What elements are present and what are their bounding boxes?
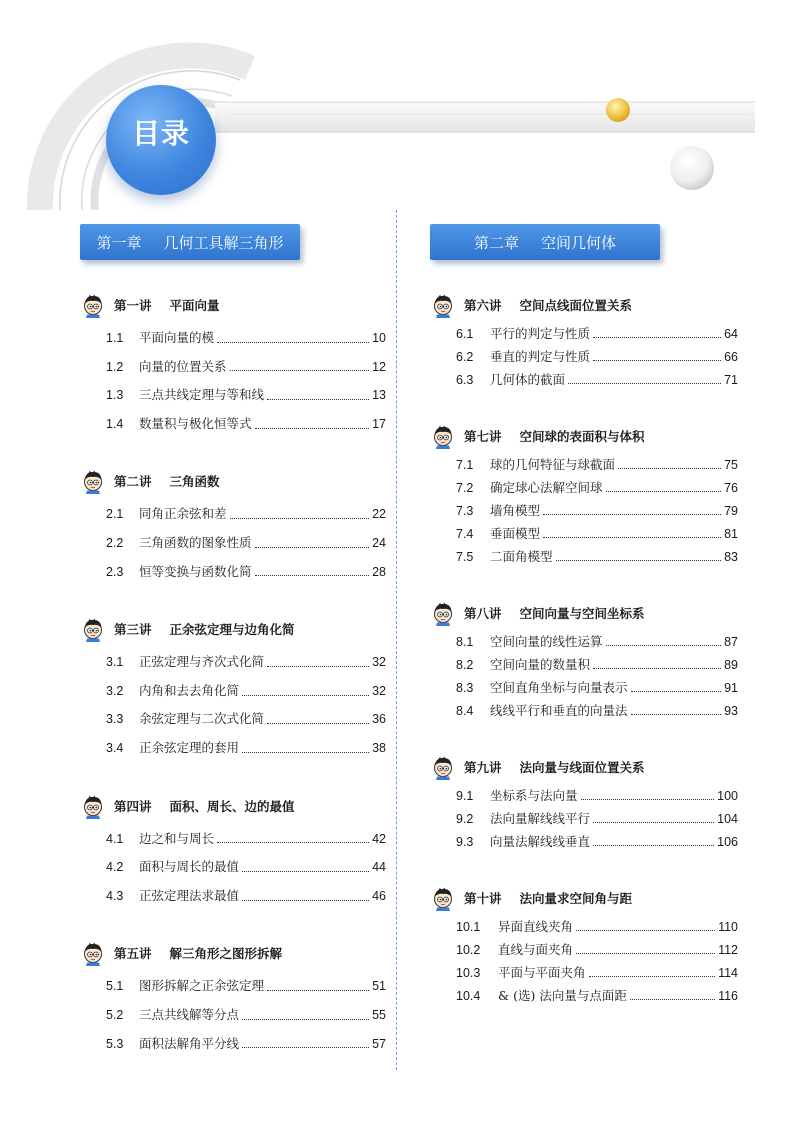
entry-title: 余弦定理与二次式化简 <box>139 711 265 727</box>
dot-leader <box>255 575 370 576</box>
entry-number: 5.1 <box>106 979 124 994</box>
lecture-name: 空间点线面位置关系 <box>519 298 633 313</box>
dot-leader <box>242 871 369 872</box>
entry-title: 空间向量的数量积 <box>490 657 591 672</box>
lecture-number: 第二讲 <box>114 474 152 490</box>
lecture-list <box>80 292 386 1058</box>
toc-header <box>0 0 794 210</box>
dot-leader <box>242 1047 369 1048</box>
lecture-number: 第七讲 <box>464 429 502 444</box>
entry-title: 数量积与极化恒等式 <box>139 415 252 431</box>
entry-number: 4.3 <box>106 888 124 903</box>
entry-number: 9.3 <box>456 835 474 849</box>
entry-title: 正弦定理法求最值 <box>139 887 240 903</box>
toc-entry[interactable] <box>80 558 386 587</box>
dot-leader <box>267 666 369 667</box>
entry-title: 垂面模型 <box>490 526 541 541</box>
entry-number: 5.2 <box>106 1007 124 1022</box>
entry-page-number: 83 <box>724 550 738 564</box>
entry-number: 7.5 <box>456 550 474 564</box>
entry-number: 1.4 <box>106 416 124 431</box>
student-mascot-icon <box>430 885 456 911</box>
dot-leader <box>618 468 721 469</box>
entry-number: 9.1 <box>456 789 474 803</box>
entry-page-number: 17 <box>372 416 386 431</box>
entry-number: 8.1 <box>456 635 474 649</box>
entry-title: 向量的位置关系 <box>139 358 227 374</box>
entry-page-number: 66 <box>724 350 738 364</box>
lecture-list <box>430 292 738 1007</box>
entry-number: 3.3 <box>106 712 124 727</box>
entry-number: 10.2 <box>456 943 481 957</box>
toc-entry[interactable] <box>80 882 386 911</box>
lecture-name: 解三角形之图形拆解 <box>169 946 283 962</box>
toc-entry[interactable] <box>430 915 738 938</box>
lecture-number: 第四讲 <box>114 798 152 814</box>
dot-leader <box>242 695 369 696</box>
dot-leader <box>606 491 722 492</box>
entry-title: 墙角模型 <box>490 503 541 518</box>
dot-leader <box>593 845 714 846</box>
chapter-banner[interactable] <box>430 224 660 260</box>
toc-entry[interactable] <box>430 807 738 830</box>
entry-title: 坐标系与法向量 <box>490 788 578 803</box>
toc-entry[interactable] <box>80 529 386 558</box>
entry-page-number: 13 <box>372 388 386 403</box>
entry-title: 正余弦定理的套用 <box>139 739 240 755</box>
student-mascot-icon <box>80 616 106 642</box>
entry-page-number: 44 <box>372 860 386 875</box>
entry-page-number: 55 <box>372 1007 386 1022</box>
entry-number: 9.2 <box>456 812 474 826</box>
toc-entry[interactable] <box>430 784 738 807</box>
toc-entry[interactable] <box>430 545 738 568</box>
entry-page-number: 32 <box>372 683 386 698</box>
dot-leader <box>593 822 714 823</box>
entry-page-number: 36 <box>372 712 386 727</box>
dot-leader <box>255 547 370 548</box>
student-mascot-icon <box>80 793 106 819</box>
dot-leader <box>267 399 369 400</box>
dot-leader <box>589 976 716 977</box>
toc-entry[interactable] <box>80 381 386 410</box>
lecture-heading[interactable] <box>430 292 738 318</box>
dot-leader <box>230 518 370 519</box>
dot-leader <box>267 990 369 991</box>
toc-entry[interactable] <box>430 961 738 984</box>
lecture-section <box>430 600 738 722</box>
entry-number: 5.3 <box>106 1036 124 1051</box>
lecture-section <box>80 940 386 1058</box>
toc-entry[interactable] <box>80 734 386 763</box>
entry-page-number: 110 <box>718 920 738 934</box>
lecture-heading[interactable] <box>430 600 738 626</box>
dot-leader <box>543 537 721 538</box>
entry-title: 线线平行和垂直的向量法 <box>490 703 628 718</box>
entry-number: 7.4 <box>456 527 474 541</box>
toc-entry[interactable] <box>430 676 738 699</box>
toc-entry[interactable] <box>80 648 386 677</box>
entry-page-number: 12 <box>372 359 386 374</box>
entry-list <box>430 915 738 1007</box>
entry-number: 2.1 <box>106 507 124 522</box>
toc-entry[interactable] <box>80 677 386 706</box>
student-mascot-icon <box>80 292 106 318</box>
toc-entry[interactable] <box>80 825 386 854</box>
lecture-number: 第六讲 <box>464 298 502 313</box>
lecture-number: 第一讲 <box>114 298 152 313</box>
entry-page-number: 100 <box>717 789 738 803</box>
dot-leader <box>576 930 715 931</box>
dot-leader <box>631 691 722 692</box>
entry-page-number: 71 <box>724 373 738 387</box>
entry-page-number: 51 <box>372 979 386 994</box>
entry-title: 空间直角坐标与向量表示 <box>490 680 628 695</box>
student-mascot-icon <box>430 423 456 449</box>
entry-page-number: 76 <box>724 481 738 495</box>
chapter-banner[interactable] <box>80 224 300 260</box>
toc-entry[interactable] <box>80 353 386 382</box>
entry-list <box>80 825 386 911</box>
entry-number: 1.1 <box>106 331 124 345</box>
entry-page-number: 42 <box>372 831 386 846</box>
entry-list <box>430 630 738 722</box>
entry-number: 10.3 <box>456 966 481 980</box>
entry-title: 内角和去去角化简 <box>139 682 240 698</box>
student-mascot-icon <box>430 600 456 626</box>
dot-leader <box>242 900 369 901</box>
lecture-name: 空间球的表面积与体积 <box>519 429 645 444</box>
entry-page-number: 87 <box>724 635 738 649</box>
lecture-number: 第十讲 <box>464 891 502 906</box>
entry-title: & (选) 法向量与点面距 <box>498 988 627 1003</box>
dot-leader <box>631 714 722 715</box>
entry-page-number: 93 <box>724 704 738 718</box>
page-title: 目录 <box>131 117 190 150</box>
dot-leader <box>593 668 721 669</box>
entry-title: 同角正余弦和差 <box>139 506 227 522</box>
chapter-name: 几何工具解三角形 <box>163 233 284 252</box>
toc-entry[interactable] <box>430 453 738 476</box>
dot-leader <box>543 514 721 515</box>
entry-page-number: 46 <box>372 888 386 903</box>
toc-entry[interactable] <box>80 410 386 439</box>
entry-title: 垂直的判定与性质 <box>490 349 591 364</box>
entry-page-number: 79 <box>724 504 738 518</box>
toc-entry[interactable] <box>80 705 386 734</box>
entry-page-number: 114 <box>718 966 738 980</box>
entry-page-number: 112 <box>718 943 738 957</box>
student-mascot-icon <box>80 940 106 966</box>
student-mascot-icon <box>430 292 456 318</box>
lecture-heading[interactable] <box>80 940 386 966</box>
entry-number: 7.1 <box>456 458 474 472</box>
dot-leader <box>267 723 369 724</box>
toc-entry[interactable] <box>430 322 738 345</box>
entry-page-number: 106 <box>717 835 738 849</box>
entry-number: 4.2 <box>106 860 124 875</box>
entry-page-number: 10 <box>372 331 386 345</box>
dot-leader <box>593 360 721 361</box>
entry-title: 异面直线夹角 <box>498 919 574 934</box>
dot-leader <box>593 337 721 338</box>
column-divider <box>396 210 397 1070</box>
lecture-number: 第八讲 <box>464 606 502 621</box>
lecture-number: 第九讲 <box>464 760 502 775</box>
toc-entry[interactable] <box>80 853 386 882</box>
lecture-name: 空间向量与空间坐标系 <box>519 606 645 621</box>
chapter-number: 第一章 <box>96 233 142 252</box>
toc-entry[interactable] <box>430 653 738 676</box>
entry-number: 6.1 <box>456 327 474 341</box>
toc-column-left <box>80 224 386 1088</box>
entry-list <box>430 322 738 391</box>
entry-title: 边之和与周长 <box>139 830 215 846</box>
toc-entry[interactable] <box>430 522 738 545</box>
entry-title: 面积法解角平分线 <box>139 1035 240 1051</box>
entry-title: 平面向量的模 <box>139 330 215 345</box>
student-mascot-icon <box>80 468 106 494</box>
entry-list <box>80 648 386 762</box>
toc-entry[interactable] <box>430 630 738 653</box>
entry-page-number: 38 <box>372 740 386 755</box>
lecture-name: 三角函数 <box>169 474 220 490</box>
dot-leader <box>230 370 370 371</box>
lecture-name: 平面向量 <box>169 298 220 313</box>
entry-title: 确定球心法解空间球 <box>490 480 603 495</box>
lecture-section <box>430 885 738 1007</box>
dot-leader <box>568 383 721 384</box>
entry-page-number: 28 <box>372 564 386 579</box>
entry-number: 7.2 <box>456 481 474 495</box>
toc-column-right <box>430 224 738 1039</box>
entry-number: 6.3 <box>456 373 474 387</box>
dot-leader <box>606 645 722 646</box>
entry-title: 二面角模型 <box>490 549 553 564</box>
entry-page-number: 81 <box>724 527 738 541</box>
lecture-section <box>80 616 386 762</box>
entry-page-number: 75 <box>724 458 738 472</box>
entry-list <box>430 453 738 568</box>
entry-title: 直线与面夹角 <box>498 942 574 957</box>
chapter-name: 空间几何体 <box>541 233 617 252</box>
lecture-number: 第三讲 <box>114 622 152 638</box>
entry-page-number: 32 <box>372 655 386 670</box>
entry-title: 空间向量的线性运算 <box>490 634 603 649</box>
student-mascot-icon <box>430 754 456 780</box>
entry-title: 平面与平面夹角 <box>498 965 586 980</box>
lecture-heading[interactable] <box>80 793 386 819</box>
toc-entry[interactable] <box>430 345 738 368</box>
entry-page-number: 116 <box>718 989 738 1003</box>
entry-number: 2.2 <box>106 535 124 550</box>
entry-title: 法向量解线线平行 <box>490 811 591 826</box>
entry-list <box>80 324 386 438</box>
lecture-heading[interactable] <box>80 468 386 494</box>
toc-title-badge <box>106 85 216 195</box>
toc-entry[interactable] <box>80 324 386 353</box>
dot-leader <box>217 842 369 843</box>
lecture-section <box>430 292 738 391</box>
lecture-section <box>80 468 386 586</box>
entry-page-number: 91 <box>724 681 738 695</box>
toc-entry[interactable] <box>80 972 386 1001</box>
entry-number: 1.2 <box>106 359 124 374</box>
entry-page-number: 24 <box>372 535 386 550</box>
entry-page-number: 57 <box>372 1036 386 1051</box>
lecture-section <box>80 793 386 911</box>
dot-leader <box>242 1019 369 1020</box>
entry-number: 3.2 <box>106 683 124 698</box>
lecture-name: 正余弦定理与边角化简 <box>169 622 295 638</box>
entry-number: 7.3 <box>456 504 474 518</box>
entry-number: 2.3 <box>106 564 124 579</box>
toc-entry[interactable] <box>80 500 386 529</box>
entry-title: 三角函数的图象性质 <box>139 534 252 550</box>
entry-title: 三点共线解等分点 <box>139 1006 240 1022</box>
entry-number: 3.1 <box>106 655 124 670</box>
entry-number: 1.3 <box>106 388 124 403</box>
lecture-number: 第五讲 <box>114 946 152 962</box>
lecture-heading[interactable] <box>80 616 386 642</box>
toc-entry[interactable] <box>430 830 738 853</box>
entry-page-number: 22 <box>372 507 386 522</box>
lecture-heading[interactable] <box>430 754 738 780</box>
toc-entry[interactable] <box>430 499 738 522</box>
entry-list <box>430 784 738 853</box>
entry-number: 6.2 <box>456 350 474 364</box>
toc-entry[interactable] <box>430 938 738 961</box>
lecture-section <box>430 754 738 853</box>
toc-entry[interactable] <box>430 984 738 1007</box>
lecture-section <box>430 423 738 568</box>
entry-number: 8.3 <box>456 681 474 695</box>
toc-entry[interactable] <box>430 368 738 391</box>
lecture-heading[interactable] <box>80 292 386 318</box>
entry-list <box>80 972 386 1058</box>
toc-entry[interactable] <box>80 1030 386 1059</box>
toc-entry[interactable] <box>80 1001 386 1030</box>
chapter-number: 第二章 <box>473 233 519 252</box>
dot-leader <box>242 752 369 753</box>
entry-number: 4.1 <box>106 831 124 846</box>
entry-page-number: 89 <box>724 658 738 672</box>
entry-title: 几何体的截面 <box>490 372 566 387</box>
dot-leader <box>576 953 715 954</box>
entry-number: 3.4 <box>106 740 124 755</box>
lecture-heading[interactable] <box>430 423 738 449</box>
entry-number: 8.4 <box>456 704 474 718</box>
dot-leader <box>255 428 370 429</box>
entry-title: 面积与周长的最值 <box>139 859 240 875</box>
entry-title: 图形拆解之正余弦定理 <box>139 978 265 994</box>
dot-leader <box>581 799 715 800</box>
entry-title: 正弦定理与齐次式化简 <box>139 654 265 670</box>
entry-page-number: 104 <box>717 812 738 826</box>
dot-leader <box>217 342 369 343</box>
dot-leader <box>630 999 715 1000</box>
entry-title: 平行的判定与性质 <box>490 326 591 341</box>
lecture-name: 法向量与线面位置关系 <box>519 760 645 775</box>
entry-page-number: 64 <box>724 327 738 341</box>
lecture-section <box>80 292 386 438</box>
lecture-name: 面积、周长、边的最值 <box>169 798 295 814</box>
lecture-heading[interactable] <box>430 885 738 911</box>
entry-list <box>80 500 386 586</box>
entry-title: 恒等变换与函数化简 <box>139 563 252 579</box>
entry-number: 8.2 <box>456 658 474 672</box>
toc-entry[interactable] <box>430 699 738 722</box>
toc-entry[interactable] <box>430 476 738 499</box>
entry-number: 10.1 <box>456 920 481 934</box>
dot-leader <box>556 560 722 561</box>
entry-title: 球的几何特征与球截面 <box>490 457 616 472</box>
entry-title: 向量法解线线垂直 <box>490 834 591 849</box>
lecture-name: 法向量求空间角与距 <box>519 891 633 906</box>
entry-number: 10.4 <box>456 989 481 1003</box>
entry-title: 三点共线定理与等和线 <box>139 387 265 403</box>
